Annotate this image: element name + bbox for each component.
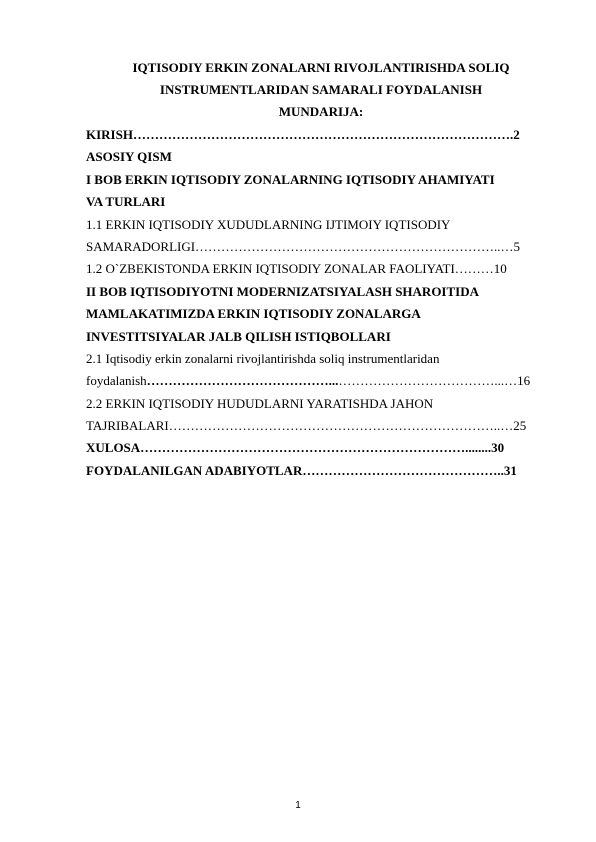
toc-section-2-1-line-1: 2.1 Iqtisodiy erkin zonalarni rivojlantirishda soliq instrumentlaridan <box>86 350 440 366</box>
toc-chapter-2-line-2: MAMLAKATIMIZDA ERKIN IQTISODIY ZONALARGA <box>86 306 421 322</box>
page-number: 1 <box>295 800 301 811</box>
toc-entry-xulosa: XULOSA…………………………………………………………………........30 <box>86 440 505 456</box>
toc-entry-kirish: KIRISH…………………………………………………………………………….2 <box>86 127 520 142</box>
toc-section-2-1-line-2 <box>86 370 556 392</box>
toc-entry-adabiyotlar: FOYDALANILGAN ADABIYOTLAR………………………………………..31 <box>86 462 517 478</box>
toc-section-1-1-line-2: SAMARADORLIGI……………………………………………………………..…5 <box>86 238 521 254</box>
toc-chapter-1-line-1: I BOB ERKIN IQTISODIY ZONALARNING IQTISODIY AHAMIYATI <box>86 171 495 187</box>
toc-section-2-1-leader: ………………………………...…16 <box>338 373 531 389</box>
toc-section-2-2-line-2: TAJRIBALARI…………………………………………………………………..…25 <box>86 418 527 434</box>
toc-section-1-2: 1.2 O`ZBEKISTONDA ERKIN IQTISODIY ZONALAR FAOLIYATI………10 <box>86 261 507 277</box>
toc-section-1-1-line-1: 1.1 ERKIN IQTISODIY XUDUDLARNING IJTIMOIY IQTISODIY <box>86 216 451 232</box>
toc-entry-asosiy-qism: ASOSIY QISM <box>86 149 172 165</box>
toc-section-2-2-line-1: 2.2 ERKIN IQTISODIY HUDUDLARNI YARATISHDA JAHON <box>86 395 434 411</box>
document-title-line-2: INSTRUMENTLARIDAN SAMARALI FOYDALANISH <box>159 82 483 97</box>
toc-chapter-2-line-3: INVESTITSIYALAR JALB QILISH ISTIQBOLLARI <box>86 328 391 344</box>
toc-section-2-1-text: foydalanish <box>86 373 147 389</box>
toc-section-2-1-leader-bold: ……………………………………... <box>146 373 339 389</box>
contents-heading: MUNDARIJA: <box>278 104 364 119</box>
document-title-line-1: IQTISODIY ERKIN ZONALARNI RIVOJLANTIRISHDA SOLIQ <box>132 60 510 75</box>
toc-chapter-1-line-2: VA TURLARI <box>86 194 166 210</box>
table-of-contents <box>86 124 556 482</box>
toc-chapter-2-line-1: II BOB IQTISODIYOTNI MODERNIZATSIYALASH SHAROITIDA <box>86 283 479 299</box>
